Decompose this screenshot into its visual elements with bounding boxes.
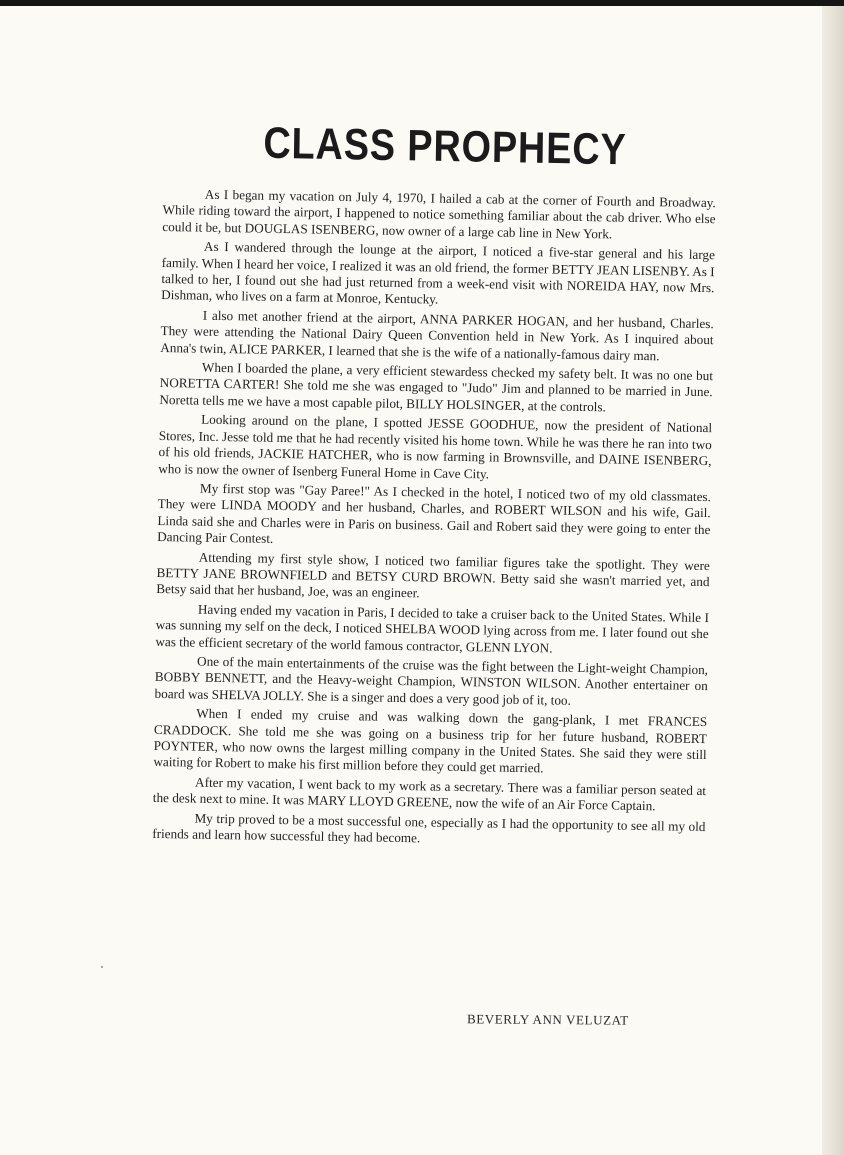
page-top-edge — [0, 0, 844, 6]
paragraph-11: After my vacation, I went back to my work as a secretary. There was a familiar person seated at the desk next to mine. It was MARY LLOYD GREENE, now the wife of an Air Force Captain. — [152, 774, 707, 814]
author-signature: BEVERLY ANN VELUZAT — [466, 1011, 629, 1028]
paragraph-7: Attending my first style show, I noticed two familiar figures take the spotlight. They were BETTY JANE BROWNFIELD and BETSY CURD BROWN. Betty said she wasn't married yet, and Betsy said that her husband, Joe, was an engineer. — [156, 549, 710, 601]
paragraph-1: As I began my vacation on July 4, 1970, I hailed a cab at the corner of Fourth and Broadway. While riding toward the airport, I happened to notice something familiar about the cab driver. Who else could it be, but DOUGLAS ISENBERG, now owner of a large cab line in New York. — [162, 186, 716, 242]
paragraph-3: I also met another friend at the airport, ANNA PARKER HOGAN, and her husband, Charles. They were attending the National Dairy Queen Convention held in New York. As I inquired about Anna's twin, ALICE PARKER, I learned that she is the wife of a nationally-famous dairy man. — [160, 307, 714, 363]
paragraph-9: One of the main entertainments of the cruise was the fight between the Light-weight Champion, BOBBY BENNETT, and the Heavy-weight Champion, WINSTON WILSON. Another entertainer on board was SHELVA JOLLY. She is a singer and does a very good job of it, too. — [154, 653, 709, 708]
prophecy-body — [152, 186, 716, 855]
paragraph-10: When I ended my cruise and was walking down the gang-plank, I met FRANCES CRADDOCK. She told me she was going on a business trip for her future husband, ROBERT POYNTER, who now owns the largest milling company in the United States. She said they were still waiting for Robert to make his first million before they could get married. — [153, 705, 708, 776]
paragraph-4: When I boarded the plane, a very efficient stewardess checked my safety belt. It was no one but NORETTA CARTER! She told me she was engaged to "Judo" Jim and planned to be married in June. Noretta tells me we have a most capable pilot, BILLY HOLSINGER, at the controls. — [159, 359, 714, 415]
paragraph-5: Looking around on the plane, I spotted JESSE GOODHUE, now the president of National Stores, Inc. Jesse told me that he had recently visited his home town. While he was there he ran into two of his old friends, JACKIE HATCHER, who is now farming in Brownsville, and DAINE ISENBERG, who is now the owner of Isenberg Funeral Home in Cave City. — [158, 411, 713, 481]
page-title: CLASS PROPHECY — [263, 118, 627, 175]
paragraph-12: My trip proved to be a most successful one, especially as I had the opportunity to see all my old friends and learn how successful they had become. — [152, 810, 706, 846]
paragraph-8: Having ended my vacation in Paris, I decided to take a cruiser back to the United States. While I was sunning my self on the deck, I noticed SHELBA WOOD lying across from me. I later found out she was the efficient secretary of the world famous contractor, GLENN LYON. — [155, 601, 710, 656]
page-spine-shadow — [822, 6, 844, 1155]
paper-speck — [101, 966, 103, 968]
paragraph-6: My first stop was "Gay Paree!" As I checked in the hotel, I noticed two of my old classmates. They were LINDA MOODY and her husband, Charles, and ROBERT WILSON and his wife, Gail. Linda said she and Charles were in Paris on business. Gail and Robert said they were going to enter the Dancing Pair Contest. — [157, 480, 712, 547]
paragraph-2: As I wandered through the lounge at the airport, I noticed a five-star general and his large family. When I heard her voice, I realized it was an old friend, the former BETTY JEAN LISENBY. As I talked to her, I found out she had just returned from a week-end visit with NOREIDA HAY, now Mrs. Dishman, who lives on a farm at Monroe, Kentucky. — [161, 238, 716, 308]
